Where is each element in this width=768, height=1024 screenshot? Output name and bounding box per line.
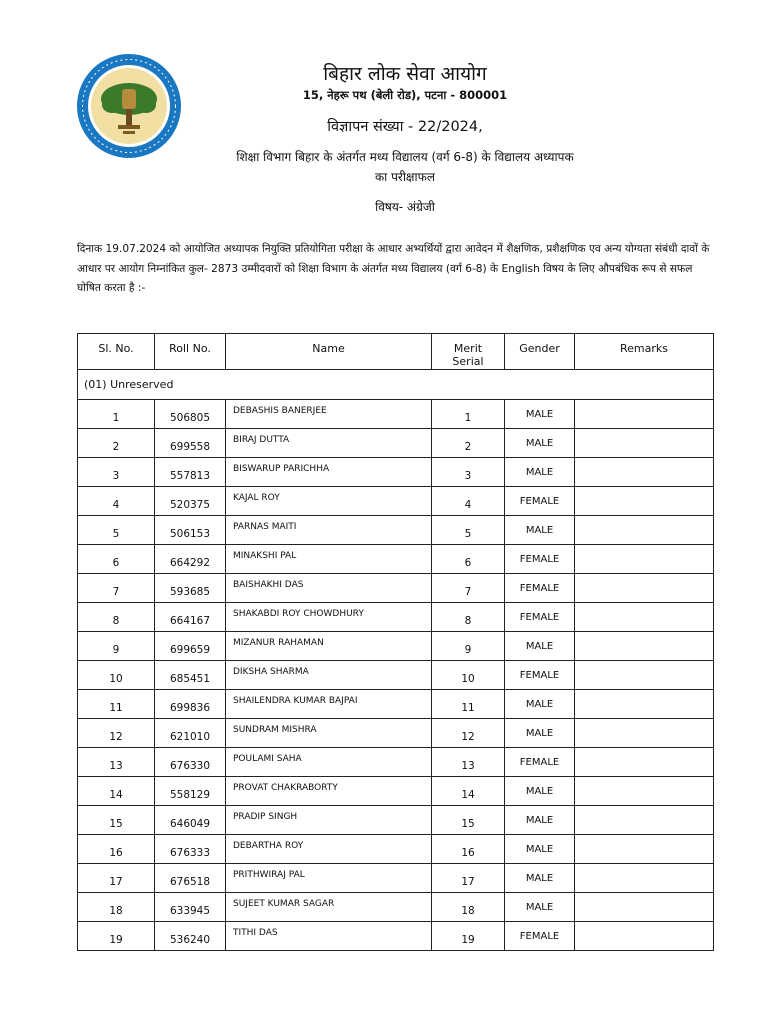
advertisement-number: विज्ञापन संख्या - 22/2024, bbox=[327, 119, 483, 135]
cell-name: BISWARUP PARICHHA bbox=[226, 458, 432, 487]
cell-roll-no: 676518 bbox=[155, 864, 226, 893]
result-title-line1: शिक्षा विभाग बिहार के अंतर्गत मध्य विद्यालय (वर्ग 6-8) के विद्यालय अध्यापक bbox=[236, 150, 574, 164]
cell-merit-serial: 2 bbox=[432, 429, 505, 458]
cell-merit-serial: 12 bbox=[432, 719, 505, 748]
cell-name: BAISHAKHI DAS bbox=[226, 574, 432, 603]
cell-merit-serial: 3 bbox=[432, 458, 505, 487]
cell-roll-no: 593685 bbox=[155, 574, 226, 603]
cell-gender: FEMALE bbox=[505, 487, 575, 516]
table-row bbox=[78, 632, 714, 661]
header-merit-line2: Serial bbox=[452, 355, 484, 368]
cell-remarks bbox=[575, 429, 714, 458]
table-row bbox=[78, 516, 714, 545]
cell-gender: FEMALE bbox=[505, 922, 575, 951]
cell-remarks bbox=[575, 864, 714, 893]
cell-remarks bbox=[575, 574, 714, 603]
cell-sl-no: 10 bbox=[78, 661, 155, 690]
cell-name: PROVAT CHAKRABORTY bbox=[226, 777, 432, 806]
results-table bbox=[77, 333, 714, 951]
cell-remarks bbox=[575, 458, 714, 487]
cell-gender: FEMALE bbox=[505, 748, 575, 777]
cell-sl-no: 1 bbox=[78, 400, 155, 429]
header-name: Name bbox=[226, 334, 432, 370]
cell-gender: MALE bbox=[505, 690, 575, 719]
table-row bbox=[78, 806, 714, 835]
cell-name: MIZANUR RAHAMAN bbox=[226, 632, 432, 661]
table-row bbox=[78, 603, 714, 632]
cell-name: TITHI DAS bbox=[226, 922, 432, 951]
cell-name: SHAKABDI ROY CHOWDHURY bbox=[226, 603, 432, 632]
cell-remarks bbox=[575, 661, 714, 690]
cell-remarks bbox=[575, 690, 714, 719]
cell-gender: MALE bbox=[505, 458, 575, 487]
header-merit-line1: Merit bbox=[453, 342, 483, 355]
cell-sl-no: 18 bbox=[78, 893, 155, 922]
table-row bbox=[78, 574, 714, 603]
table-row bbox=[78, 835, 714, 864]
cell-merit-serial: 11 bbox=[432, 690, 505, 719]
cell-roll-no: 699659 bbox=[155, 632, 226, 661]
cell-name: SHAILENDRA KUMAR BAJPAI bbox=[226, 690, 432, 719]
table-row bbox=[78, 545, 714, 574]
cell-merit-serial: 9 bbox=[432, 632, 505, 661]
cell-merit-serial: 10 bbox=[432, 661, 505, 690]
cell-roll-no: 520375 bbox=[155, 487, 226, 516]
cell-name: SUNDRAM MISHRA bbox=[226, 719, 432, 748]
cell-sl-no: 5 bbox=[78, 516, 155, 545]
cell-merit-serial: 13 bbox=[432, 748, 505, 777]
cell-sl-no: 11 bbox=[78, 690, 155, 719]
cell-name: DEBARTHA ROY bbox=[226, 835, 432, 864]
cell-gender: FEMALE bbox=[505, 545, 575, 574]
table-row bbox=[78, 777, 714, 806]
cell-merit-serial: 8 bbox=[432, 603, 505, 632]
category-label: (01) Unreserved bbox=[78, 370, 714, 400]
cell-merit-serial: 18 bbox=[432, 893, 505, 922]
cell-roll-no: 664292 bbox=[155, 545, 226, 574]
cell-roll-no: 685451 bbox=[155, 661, 226, 690]
cell-gender: MALE bbox=[505, 632, 575, 661]
cell-merit-serial: 4 bbox=[432, 487, 505, 516]
cell-sl-no: 12 bbox=[78, 719, 155, 748]
cell-merit-serial: 6 bbox=[432, 545, 505, 574]
cell-roll-no: 676333 bbox=[155, 835, 226, 864]
header-remarks: Remarks bbox=[575, 334, 714, 370]
cell-merit-serial: 14 bbox=[432, 777, 505, 806]
cell-gender: FEMALE bbox=[505, 603, 575, 632]
cell-roll-no: 664167 bbox=[155, 603, 226, 632]
cell-gender: FEMALE bbox=[505, 574, 575, 603]
cell-name: SUJEET KUMAR SAGAR bbox=[226, 893, 432, 922]
cell-sl-no: 16 bbox=[78, 835, 155, 864]
table-row bbox=[78, 864, 714, 893]
cell-remarks bbox=[575, 835, 714, 864]
cell-sl-no: 4 bbox=[78, 487, 155, 516]
cell-gender: FEMALE bbox=[505, 661, 575, 690]
cell-roll-no: 557813 bbox=[155, 458, 226, 487]
cell-remarks bbox=[575, 516, 714, 545]
cell-name: DIKSHA SHARMA bbox=[226, 661, 432, 690]
cell-merit-serial: 7 bbox=[432, 574, 505, 603]
cell-roll-no: 506153 bbox=[155, 516, 226, 545]
cell-gender: MALE bbox=[505, 777, 575, 806]
category-row bbox=[78, 370, 714, 400]
table-row bbox=[78, 922, 714, 951]
cell-name: MINAKSHI PAL bbox=[226, 545, 432, 574]
cell-gender: MALE bbox=[505, 806, 575, 835]
cell-sl-no: 14 bbox=[78, 777, 155, 806]
cell-sl-no: 6 bbox=[78, 545, 155, 574]
cell-merit-serial: 16 bbox=[432, 835, 505, 864]
table-row bbox=[78, 429, 714, 458]
header-gender: Gender bbox=[505, 334, 575, 370]
cell-gender: MALE bbox=[505, 893, 575, 922]
cell-gender: MALE bbox=[505, 516, 575, 545]
cell-remarks bbox=[575, 603, 714, 632]
cell-sl-no: 7 bbox=[78, 574, 155, 603]
cell-roll-no: 633945 bbox=[155, 893, 226, 922]
cell-remarks bbox=[575, 400, 714, 429]
header-merit-serial bbox=[432, 334, 505, 370]
cell-sl-no: 17 bbox=[78, 864, 155, 893]
cell-gender: MALE bbox=[505, 864, 575, 893]
subject-line: विषय- अंग्रेजी bbox=[375, 200, 435, 214]
cell-remarks bbox=[575, 893, 714, 922]
cell-name: POULAMI SAHA bbox=[226, 748, 432, 777]
cell-sl-no: 3 bbox=[78, 458, 155, 487]
table-row bbox=[78, 458, 714, 487]
result-title-line2: का परीक्षाफल bbox=[374, 170, 436, 184]
table-row bbox=[78, 487, 714, 516]
cell-gender: MALE bbox=[505, 400, 575, 429]
cell-sl-no: 8 bbox=[78, 603, 155, 632]
table-row bbox=[78, 400, 714, 429]
header-roll-no: Roll No. bbox=[155, 334, 226, 370]
cell-merit-serial: 19 bbox=[432, 922, 505, 951]
org-name: बिहार लोक सेवा आयोग bbox=[323, 63, 487, 85]
cell-name: BIRAJ DUTTA bbox=[226, 429, 432, 458]
table-header-row bbox=[78, 334, 714, 370]
cell-roll-no: 699558 bbox=[155, 429, 226, 458]
cell-gender: MALE bbox=[505, 719, 575, 748]
cell-roll-no: 558129 bbox=[155, 777, 226, 806]
cell-merit-serial: 15 bbox=[432, 806, 505, 835]
table-row bbox=[78, 748, 714, 777]
org-address: 15, नेहरू पथ (बेली रोड), पटना - 800001 bbox=[302, 88, 508, 102]
table-row bbox=[78, 690, 714, 719]
cell-remarks bbox=[575, 777, 714, 806]
table-row bbox=[78, 893, 714, 922]
cell-remarks bbox=[575, 748, 714, 777]
bpsc-emblem-icon bbox=[76, 53, 182, 159]
cell-merit-serial: 5 bbox=[432, 516, 505, 545]
table-row bbox=[78, 719, 714, 748]
cell-sl-no: 9 bbox=[78, 632, 155, 661]
cell-remarks bbox=[575, 487, 714, 516]
cell-sl-no: 15 bbox=[78, 806, 155, 835]
cell-gender: MALE bbox=[505, 835, 575, 864]
cell-remarks bbox=[575, 719, 714, 748]
cell-merit-serial: 17 bbox=[432, 864, 505, 893]
cell-name: PRADIP SINGH bbox=[226, 806, 432, 835]
cell-roll-no: 621010 bbox=[155, 719, 226, 748]
cell-roll-no: 506805 bbox=[155, 400, 226, 429]
cell-name: PARNAS MAITI bbox=[226, 516, 432, 545]
cell-sl-no: 2 bbox=[78, 429, 155, 458]
cell-gender: MALE bbox=[505, 429, 575, 458]
cell-roll-no: 699836 bbox=[155, 690, 226, 719]
cell-roll-no: 646049 bbox=[155, 806, 226, 835]
cell-remarks bbox=[575, 922, 714, 951]
cell-merit-serial: 1 bbox=[432, 400, 505, 429]
cell-name: KAJAL ROY bbox=[226, 487, 432, 516]
cell-remarks bbox=[575, 632, 714, 661]
cell-roll-no: 676330 bbox=[155, 748, 226, 777]
table-row bbox=[78, 661, 714, 690]
cell-sl-no: 19 bbox=[78, 922, 155, 951]
intro-paragraph: दिनाक 19.07.2024 को आयोजित अध्यापक नियुक्ति प्रतियोगिता परीक्षा के आधार अभ्यर्थियों द्वारा आवेदन में शैक्षणिक, प्रशैक्षणिक एव अन्य योग्यता संबंधी दावों के आधार पर आयोग निम्नांकित कुल- 2873 उम्मीदवारों को शिक्षा विभाग के अंतर्गत मध्य विद्यालय (वर्ग 6-8) के English विषय के लिए औपबंधिक रूप से सफल घोषित करता है :- bbox=[77, 243, 710, 294]
cell-name: PRITHWIRAJ PAL bbox=[226, 864, 432, 893]
cell-remarks bbox=[575, 806, 714, 835]
cell-roll-no: 536240 bbox=[155, 922, 226, 951]
cell-sl-no: 13 bbox=[78, 748, 155, 777]
cell-name: DEBASHIS BANERJEE bbox=[226, 400, 432, 429]
cell-remarks bbox=[575, 545, 714, 574]
header-sl-no: Sl. No. bbox=[78, 334, 155, 370]
